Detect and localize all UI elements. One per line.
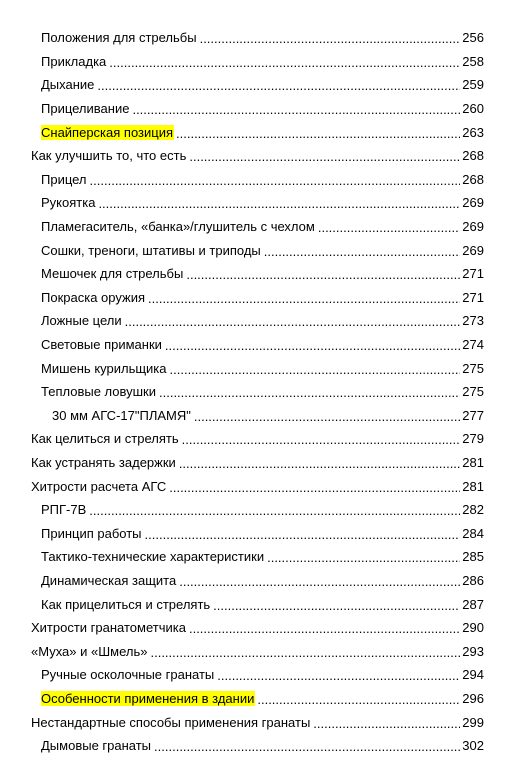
dot-leader (145, 528, 460, 541)
toc-entry-page-number: 284 (462, 525, 484, 541)
toc-entry[interactable] (0, 50, 510, 74)
toc-entry-page-number: 256 (462, 30, 484, 46)
toc-entry-page-number: 269 (462, 195, 484, 211)
toc-entry[interactable] (0, 427, 510, 451)
toc-entry-page-number: 268 (462, 148, 484, 164)
toc-entry[interactable] (0, 333, 510, 357)
dot-leader (98, 197, 460, 210)
toc-entry-page-number: 296 (462, 690, 484, 706)
dot-leader (179, 457, 460, 470)
dot-leader (176, 127, 460, 140)
dot-leader (217, 669, 460, 682)
dot-leader (257, 693, 460, 706)
toc-entry[interactable] (0, 710, 510, 734)
toc-entry[interactable] (0, 498, 510, 522)
toc-entry-title: Мешочек для стрельбы (41, 266, 184, 282)
toc-entry-page-number: 281 (462, 454, 484, 470)
dot-leader (97, 79, 460, 92)
toc-entry[interactable] (0, 474, 510, 498)
toc-entry-page-number: 299 (462, 714, 484, 730)
toc-entry[interactable] (0, 404, 510, 428)
toc-entry-title: Прикладка (41, 53, 107, 69)
toc-entry-page-number: 293 (462, 643, 484, 659)
toc-entry-title: Принцип работы (41, 525, 142, 541)
toc-entry[interactable] (0, 380, 510, 404)
dot-leader (109, 56, 460, 69)
toc-entry-page-number: 258 (462, 53, 484, 69)
toc-entry-title: Тепловые ловушки (41, 384, 156, 400)
toc-entry[interactable] (0, 97, 510, 121)
dot-leader (90, 174, 460, 187)
toc-entry-title: Ложные цели (41, 313, 122, 329)
toc-entry-page-number: 290 (462, 620, 484, 636)
toc-entry-page-number: 282 (462, 502, 484, 518)
toc-entry[interactable] (0, 687, 510, 711)
dot-leader (189, 150, 460, 163)
dot-leader (179, 575, 460, 588)
toc-entry[interactable] (0, 286, 510, 310)
dot-leader (318, 221, 460, 234)
toc-entry-title: Световые приманки (41, 337, 162, 353)
dot-leader (159, 386, 460, 399)
dot-leader (200, 32, 460, 45)
toc-entry[interactable] (0, 309, 510, 333)
toc-entry-title: Ручные осколочные гранаты (41, 667, 215, 683)
toc-entry[interactable] (0, 663, 510, 687)
toc-entry[interactable] (0, 26, 510, 50)
toc-entry[interactable] (0, 521, 510, 545)
dot-leader (154, 740, 460, 753)
dot-leader (150, 646, 460, 659)
toc-entry-title: Хитрости гранатометчика (31, 620, 186, 636)
toc-entry-page-number: 279 (462, 431, 484, 447)
toc-entry-page-number: 274 (462, 337, 484, 353)
toc-entry[interactable] (0, 73, 510, 97)
toc-entry-page-number: 271 (462, 266, 484, 282)
toc-entry[interactable] (0, 639, 510, 663)
toc-entry-page-number: 263 (462, 124, 484, 140)
toc-entry[interactable] (0, 168, 510, 192)
toc-entry[interactable] (0, 262, 510, 286)
dot-leader (170, 363, 460, 376)
toc-entry-title: Прицел (41, 171, 87, 187)
dot-leader (169, 481, 460, 494)
toc-entry-page-number: 302 (462, 738, 484, 754)
toc-entry-title: Покраска оружия (41, 289, 145, 305)
toc-entry-page-number: 277 (462, 407, 484, 423)
toc-entry-page-number: 281 (462, 478, 484, 494)
toc-entry-page-number: 271 (462, 289, 484, 305)
dot-leader (182, 433, 460, 446)
toc-entry-title: РПГ-7В (41, 502, 87, 518)
toc-entry-page-number: 286 (462, 572, 484, 588)
toc-entry-title: Нестандартные способы применения гранаты (31, 714, 311, 730)
toc-entry[interactable] (0, 144, 510, 168)
toc-entry-page-number: 285 (462, 549, 484, 565)
dot-leader (132, 103, 460, 116)
toc-entry[interactable] (0, 238, 510, 262)
dot-leader (125, 315, 460, 328)
toc-entry[interactable] (0, 545, 510, 569)
toc-entry-title: Как прицелиться и стрелять (41, 596, 211, 612)
toc-entry-title: Рукоятка (41, 195, 96, 211)
toc-entry-page-number: 269 (462, 219, 484, 235)
toc-entry-title-highlighted: Особенности применения в здании (41, 690, 255, 706)
toc-entry-title: Прицеливание (41, 101, 130, 117)
toc-entry-title: Хитрости расчета АГС (31, 478, 167, 494)
toc-entry[interactable] (0, 451, 510, 475)
toc-entry-page-number: 273 (462, 313, 484, 329)
toc-entry-title: Мишень курильщика (41, 360, 167, 376)
toc-entry[interactable] (0, 734, 510, 758)
toc-entry-title: Как устранять задержки (31, 454, 176, 470)
toc-entry-title: Динамическая защита (41, 572, 177, 588)
dot-leader (89, 504, 460, 517)
table-of-contents (0, 26, 510, 757)
toc-entry-title-highlighted: Снайперская позиция (41, 124, 174, 140)
toc-entry-page-number: 275 (462, 384, 484, 400)
toc-entry-page-number: 260 (462, 101, 484, 117)
toc-entry-title: Тактико-технические характеристики (41, 549, 265, 565)
toc-entry-title: Как улучшить то, что есть (31, 148, 187, 164)
toc-entry-title: Пламегаситель, «банка»/глушитель с чехлом (41, 219, 315, 235)
dot-leader (194, 410, 460, 423)
toc-entry[interactable] (0, 569, 510, 593)
toc-entry-title: Дымовые гранаты (41, 738, 152, 754)
dot-leader (189, 622, 460, 635)
toc-entry[interactable] (0, 616, 510, 640)
dot-leader (148, 292, 460, 305)
toc-entry[interactable] (0, 592, 510, 616)
toc-entry-page-number: 294 (462, 667, 484, 683)
toc-entry-page-number: 275 (462, 360, 484, 376)
toc-entry-title: Дыхание (41, 77, 95, 93)
toc-entry-page-number: 287 (462, 596, 484, 612)
toc-entry-title: Как целиться и стрелять (31, 431, 179, 447)
toc-entry[interactable] (0, 215, 510, 239)
toc-entry-page-number: 269 (462, 242, 484, 258)
dot-leader (267, 551, 460, 564)
toc-entry-page-number: 268 (462, 171, 484, 187)
dot-leader (165, 339, 460, 352)
toc-entry-title: Положения для стрельбы (41, 30, 197, 46)
toc-entry[interactable] (0, 356, 510, 380)
dot-leader (186, 268, 460, 281)
toc-entry[interactable] (0, 120, 510, 144)
toc-entry-title: «Муха» и «Шмель» (31, 643, 148, 659)
toc-entry-title: 30 мм АГС-17"ПЛАМЯ" (52, 407, 191, 423)
dot-leader (264, 245, 460, 258)
toc-entry-title: Сошки, треноги, штативы и триподы (41, 242, 261, 258)
toc-entry[interactable] (0, 191, 510, 215)
dot-leader (213, 599, 460, 612)
dot-leader (313, 717, 460, 730)
toc-entry-page-number: 259 (462, 77, 484, 93)
